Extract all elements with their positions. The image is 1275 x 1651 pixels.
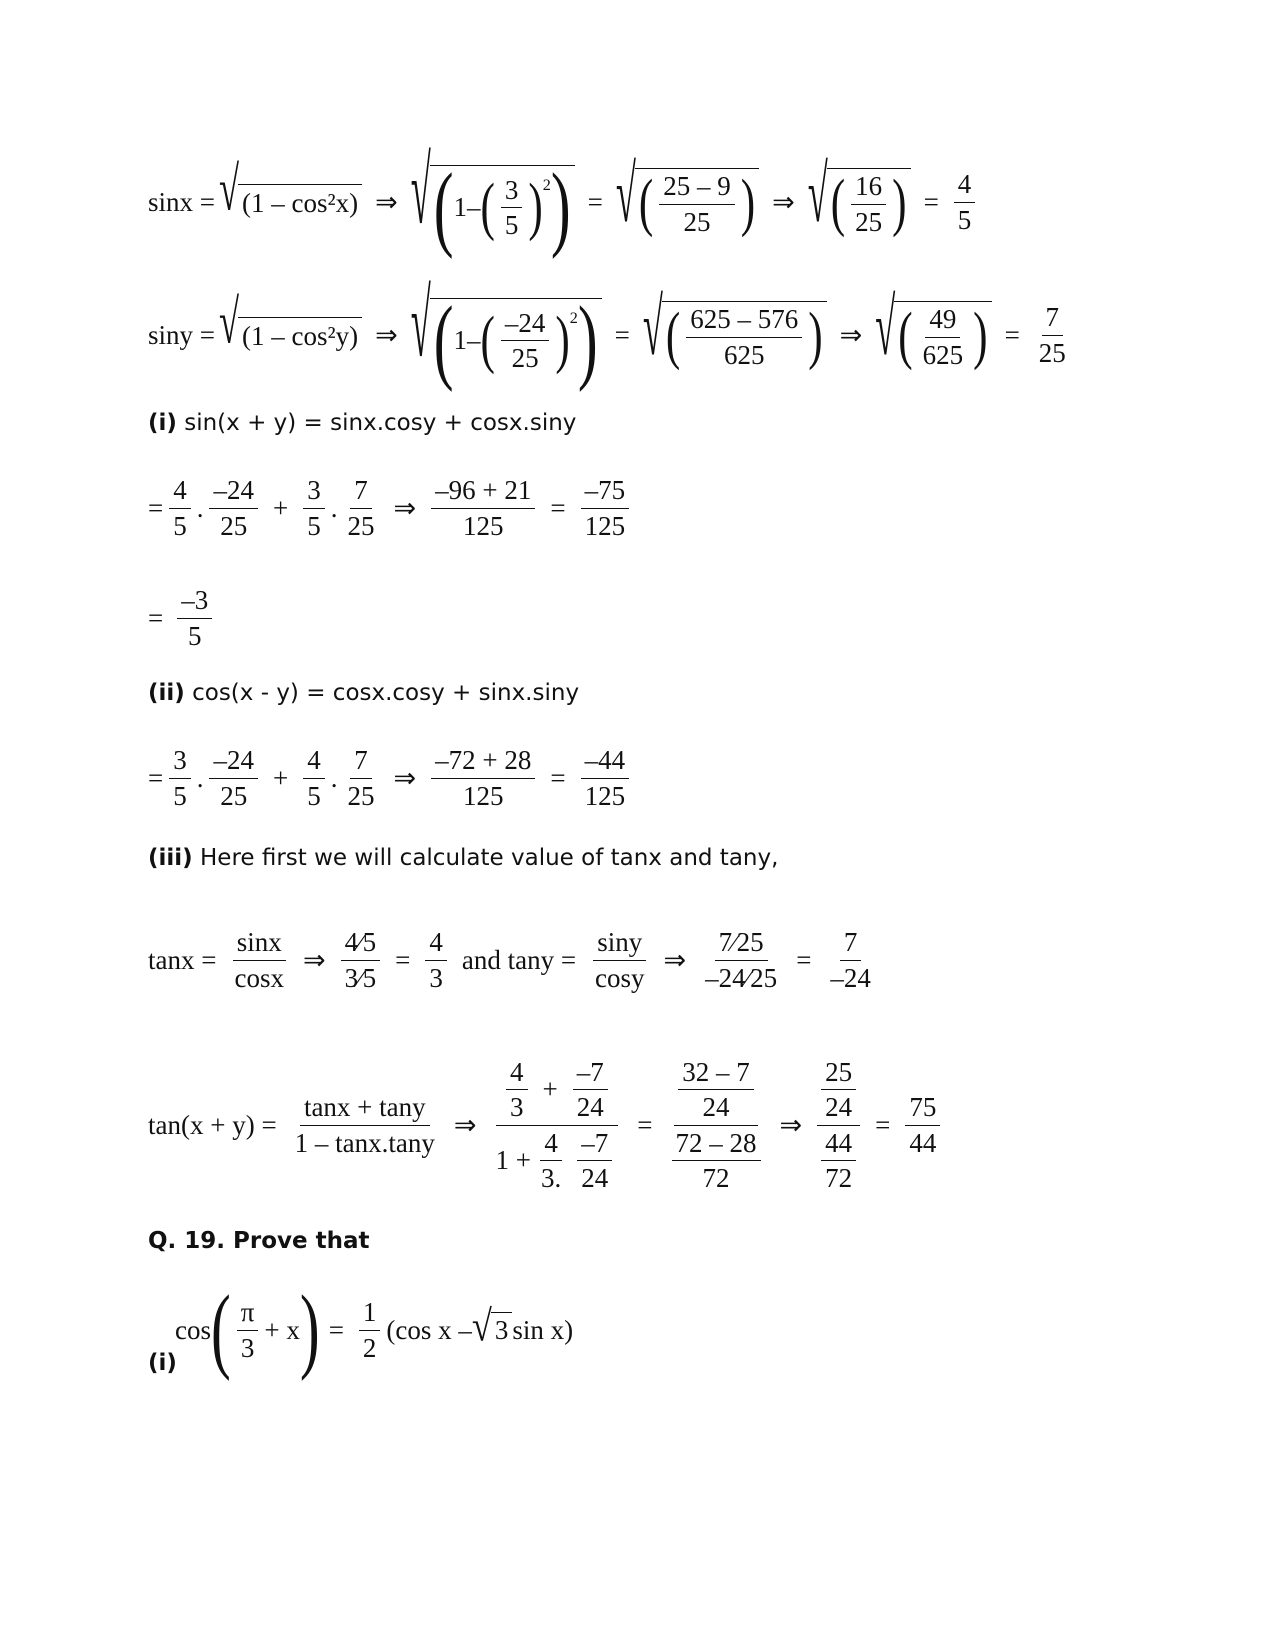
frac-49-625 — [919, 305, 968, 369]
frac-tanx-plus-tany — [291, 1093, 439, 1157]
frac-7-25 — [343, 746, 378, 810]
frac-7-neg24 — [826, 928, 875, 992]
sqrt-3: √ 3 — [472, 1312, 513, 1348]
eq7-b-top3: –7 — [573, 1058, 608, 1090]
eq6-e-den: –24⁄25 — [705, 962, 778, 993]
plus: + — [272, 762, 289, 793]
equals: = — [923, 186, 939, 217]
eq7-b-one: 1 + — [495, 1145, 532, 1176]
eq7-d-n1: 25 — [821, 1058, 856, 1090]
frac-neg96-21-125 — [431, 476, 535, 540]
eq7-lhs: tan(x + y) = — [148, 1109, 277, 1140]
eq1-f2-num: 25 – 9 — [659, 172, 735, 204]
eq8-sqrt3: 3 — [491, 1312, 513, 1348]
eq5-b-num: –24 — [209, 746, 258, 778]
frac-neg24-25 — [501, 309, 550, 373]
eq1-r-num: 4 — [954, 170, 976, 202]
eq5-b-den: 25 — [220, 780, 248, 811]
eq6-f-den: –24 — [830, 962, 871, 993]
frac-75-44 — [905, 1093, 940, 1157]
part-i-text: sin(x + y) = sinx.cosy + cosx.siny — [176, 410, 577, 436]
part-iii-heading — [148, 845, 778, 871]
eq7-b-bot1: 4 — [540, 1129, 562, 1161]
equals: = — [328, 1314, 344, 1345]
implies-arrow: ⇒ — [375, 319, 398, 350]
eq7-c-n1: 32 – 7 — [678, 1058, 754, 1090]
eq2-sqrt1: (1 – cos²y) — [238, 317, 362, 353]
frac-7-25 — [1035, 303, 1070, 367]
eq7-c-d2: 72 — [702, 1162, 730, 1193]
equals: = — [550, 492, 566, 523]
eq3-a-den: 5 — [173, 510, 187, 541]
frac-neg24-25 — [209, 746, 258, 810]
implies-arrow: ⇒ — [393, 492, 417, 523]
eq5-f-den: 125 — [584, 780, 626, 811]
part-i-label: (i) — [148, 410, 177, 436]
eq8-three: 3 — [240, 1332, 255, 1363]
frac-compound-tan — [492, 1058, 623, 1192]
eq1-exp: 2 — [542, 175, 551, 194]
frac-3-5 — [169, 746, 191, 810]
eq2-f2-num: 625 – 576 — [686, 305, 802, 337]
part-ii-text: cos(x - y) = cosx.cosy + sinx.siny — [184, 680, 580, 706]
frac-neg72-28-125 — [431, 746, 535, 810]
equation-sinx — [148, 139, 981, 260]
eq2-exp: 2 — [569, 308, 578, 327]
eq6-f-num: 7 — [840, 928, 862, 960]
sqrt-1-cos2x: √ (1 – cos²x) — [219, 184, 362, 220]
frac-siny-cosy — [591, 928, 649, 992]
eq3-f-den: 125 — [584, 510, 626, 541]
equation-tan-x-plus-y — [148, 1045, 946, 1205]
sqrt-25-9-over-25: √ ( $\frac{25 - 9}{25}$ ) — [616, 168, 759, 236]
implies-arrow: ⇒ — [839, 319, 863, 350]
eq5-d-num: 7 — [350, 746, 372, 778]
implies-arrow: ⇒ — [393, 762, 417, 793]
eq5-a-num: 3 — [169, 746, 191, 778]
eq7-d-d1: 44 — [821, 1129, 856, 1161]
eq6-b-den: 3⁄5 — [344, 962, 377, 993]
frac-neg75-125 — [581, 476, 630, 540]
eq2-frac-num: –24 — [501, 309, 550, 341]
eq6-c-num: 4 — [425, 928, 447, 960]
equals: = — [587, 186, 603, 217]
implies-arrow: ⇒ — [453, 1109, 477, 1140]
equation-neg3-5 — [148, 578, 218, 658]
equals: = — [1004, 319, 1020, 350]
eq3-b-num: –24 — [209, 476, 258, 508]
eq7-b-top2: 3 — [510, 1092, 524, 1123]
equation-cos-pi3-plus-x: cos ( $\frac{\pi}{3}$ + x ) = $\frac{1}{2}$ (cos x – √ 3 sin x) — [175, 1276, 574, 1382]
eq6-e-num: 7⁄25 — [715, 928, 768, 960]
eq5-d-den: 25 — [347, 780, 375, 811]
eq3-e-num: –96 + 21 — [431, 476, 535, 508]
eq6-d-den: cosy — [595, 962, 645, 993]
eq3-c-den: 5 — [307, 510, 321, 541]
eq8-cos: cos — [175, 1314, 211, 1345]
eq8-pi: π — [237, 1298, 259, 1330]
eq8-rhs-a: (cos x – — [386, 1314, 472, 1345]
part-ii-heading — [148, 680, 579, 706]
frac-neg24-25 — [209, 476, 258, 540]
eq2-f3-den: 625 — [922, 339, 964, 370]
frac-neg3-5 — [177, 586, 212, 650]
equals: = — [395, 944, 411, 975]
eq6-lhs: tanx = — [148, 944, 217, 975]
implies-arrow: ⇒ — [375, 186, 398, 217]
eq7-a-den: 1 – tanx.tany — [294, 1127, 435, 1158]
eq2-r-num: 7 — [1042, 303, 1064, 335]
eq1-frac-num: 3 — [501, 176, 523, 208]
eq6-d-num: siny — [593, 928, 646, 960]
frac-1-2 — [359, 1298, 381, 1362]
eq8-rhs-b: sin x) — [512, 1314, 574, 1345]
eq2-f2-den: 625 — [724, 339, 765, 370]
sqrt-49-625: √ ( $\frac{49}{625}$ ) — [875, 301, 991, 369]
eq3-e-den: 125 — [462, 510, 504, 541]
eq7-b-top4: 24 — [576, 1092, 604, 1123]
frac-7over25-neg24over25 — [701, 928, 781, 992]
eq2-r-den: 25 — [1038, 337, 1066, 368]
implies-arrow: ⇒ — [663, 944, 687, 975]
plus: + — [542, 1074, 558, 1105]
eq6-a-den: cosx — [234, 962, 284, 993]
implies-arrow: ⇒ — [302, 944, 326, 975]
eq7-b-bot4: 24 — [581, 1162, 609, 1193]
eq5-f-num: –44 — [581, 746, 630, 778]
eq3-d-num: 7 — [350, 476, 372, 508]
equals: = — [614, 319, 630, 350]
eq6-b-num: 4⁄5 — [341, 928, 381, 960]
equals: = — [796, 944, 812, 975]
frac-4-5 — [169, 476, 191, 540]
eq7-a-num: tanx + tany — [300, 1093, 430, 1125]
eq1-one-minus: 1– — [453, 192, 481, 222]
eq1-f2-den: 25 — [683, 206, 711, 237]
sqrt-625-576-over-625: √ ( $\frac{625 - 576}{625}$ ) — [643, 301, 827, 369]
eq4-num: –3 — [177, 586, 212, 618]
eq7-b-bot2: 3. — [541, 1162, 562, 1193]
eq2-frac-den: 25 — [511, 343, 539, 373]
eq3-b-den: 25 — [220, 510, 248, 541]
eq6-c-den: 3 — [429, 962, 443, 993]
eq7-r-num: 75 — [905, 1093, 940, 1125]
equals: = — [550, 762, 566, 793]
eq3-f-num: –75 — [581, 476, 630, 508]
frac-25-9-25 — [659, 172, 735, 236]
equals: = — [148, 602, 164, 633]
equation-siny — [148, 272, 1076, 393]
eq7-b-bot3: –7 — [577, 1129, 612, 1161]
implies-arrow: ⇒ — [772, 186, 795, 217]
equation-cos-x-minus-y: = $\frac{3}{5}$ . $\frac{-24}{25}$ + $\frac{4}{5}$ . $\frac{7}{25}$ ⇒ $\frac{-72 + 28}{125}$ = $\frac{-44}{125}$ — [148, 738, 635, 818]
implies-arrow: ⇒ — [779, 1109, 803, 1140]
frac-4-5 — [303, 746, 325, 810]
frac-3-5 — [501, 176, 523, 240]
part-iii-label: (iii) — [148, 845, 193, 871]
eq3-d-den: 25 — [347, 510, 375, 541]
eq5-c-den: 5 — [307, 780, 321, 811]
frac-32-7-over-72-28 — [668, 1058, 765, 1192]
eq8-half-num: 1 — [359, 1298, 381, 1330]
sqrt-1-minus-3-5-squared: √ ( 1– ( $\frac{3}{5}$ ) 2 ) — [411, 165, 575, 240]
frac-4-3 — [425, 928, 447, 992]
equation-tanx-tany — [148, 905, 881, 1015]
frac-4over5-3over5 — [341, 928, 381, 992]
eq1-r-den: 5 — [957, 204, 972, 235]
eq5-a-den: 5 — [173, 780, 187, 811]
eq8-plusx: + x — [264, 1314, 300, 1345]
eq7-c-n2: 24 — [702, 1092, 730, 1123]
plus: + — [272, 492, 289, 523]
eq5-e-den: 125 — [462, 780, 504, 811]
sqrt-16-25: √ ( $\frac{16}{25}$ ) — [808, 168, 911, 236]
eq6-and-tany: and tany = — [461, 944, 577, 975]
equals: = — [637, 1109, 653, 1140]
eq1-lhs: sinx = — [148, 186, 215, 217]
eq7-d-n2: 24 — [825, 1092, 853, 1123]
eq1-f3-den: 25 — [855, 206, 883, 237]
eq3-a-num: 4 — [169, 476, 191, 508]
eq7-c-d1: 72 – 28 — [672, 1129, 761, 1161]
part-i-heading — [148, 410, 576, 436]
eq1-frac-den: 5 — [504, 210, 519, 240]
eq2-one-minus: 1– — [453, 325, 481, 355]
frac-25-24-over-44-72 — [817, 1058, 860, 1192]
eq1-sqrt1: (1 – cos²x) — [238, 184, 362, 220]
eq7-r-den: 44 — [909, 1127, 937, 1158]
eq2-lhs: siny = — [148, 319, 215, 350]
eq6-a-num: sinx — [233, 928, 286, 960]
q19-part-i-label: (i) — [148, 1350, 177, 1376]
frac-neg44-125 — [581, 746, 630, 810]
question-19-title: Q. 19. Prove that — [148, 1228, 370, 1254]
frac-pi-3 — [237, 1298, 259, 1362]
equals: = — [875, 1109, 891, 1140]
sqrt-1-minus-24-25-squared: √ ( 1– ( $\frac{-24}{25}$ ) 2 ) — [411, 298, 602, 373]
eq7-d-d2: 72 — [825, 1162, 853, 1193]
eq4-den: 5 — [187, 620, 202, 651]
equals: = — [148, 762, 164, 793]
eq2-f3-num: 49 — [925, 305, 960, 337]
eq5-c-num: 4 — [303, 746, 325, 778]
frac-sinx-cosx — [230, 928, 288, 992]
part-iii-text: Here first we will calculate value of tanx and tany, — [192, 845, 779, 871]
eq1-f3-num: 16 — [851, 172, 886, 204]
sqrt-1-cos2y: √ (1 – cos²y) — [219, 317, 362, 353]
eq7-b-top1: 4 — [506, 1058, 528, 1090]
frac-4-5 — [954, 170, 976, 234]
equation-sin-x-plus-y: = $\frac{4}{5}$ . $\frac{-24}{25}$ + $\frac{3}{5}$ . $\frac{7}{25}$ ⇒ $\frac{-96 + 21}{125}$ = $\frac{-75}{125}$ — [148, 468, 635, 548]
part-ii-label: (ii) — [148, 680, 185, 706]
frac-7-25 — [343, 476, 378, 540]
eq8-half-den: 2 — [362, 1332, 377, 1363]
frac-3-5 — [303, 476, 325, 540]
eq5-e-num: –72 + 28 — [431, 746, 535, 778]
eq3-c-num: 3 — [303, 476, 325, 508]
equals: = — [148, 492, 164, 523]
frac-625-576-625 — [686, 305, 802, 369]
